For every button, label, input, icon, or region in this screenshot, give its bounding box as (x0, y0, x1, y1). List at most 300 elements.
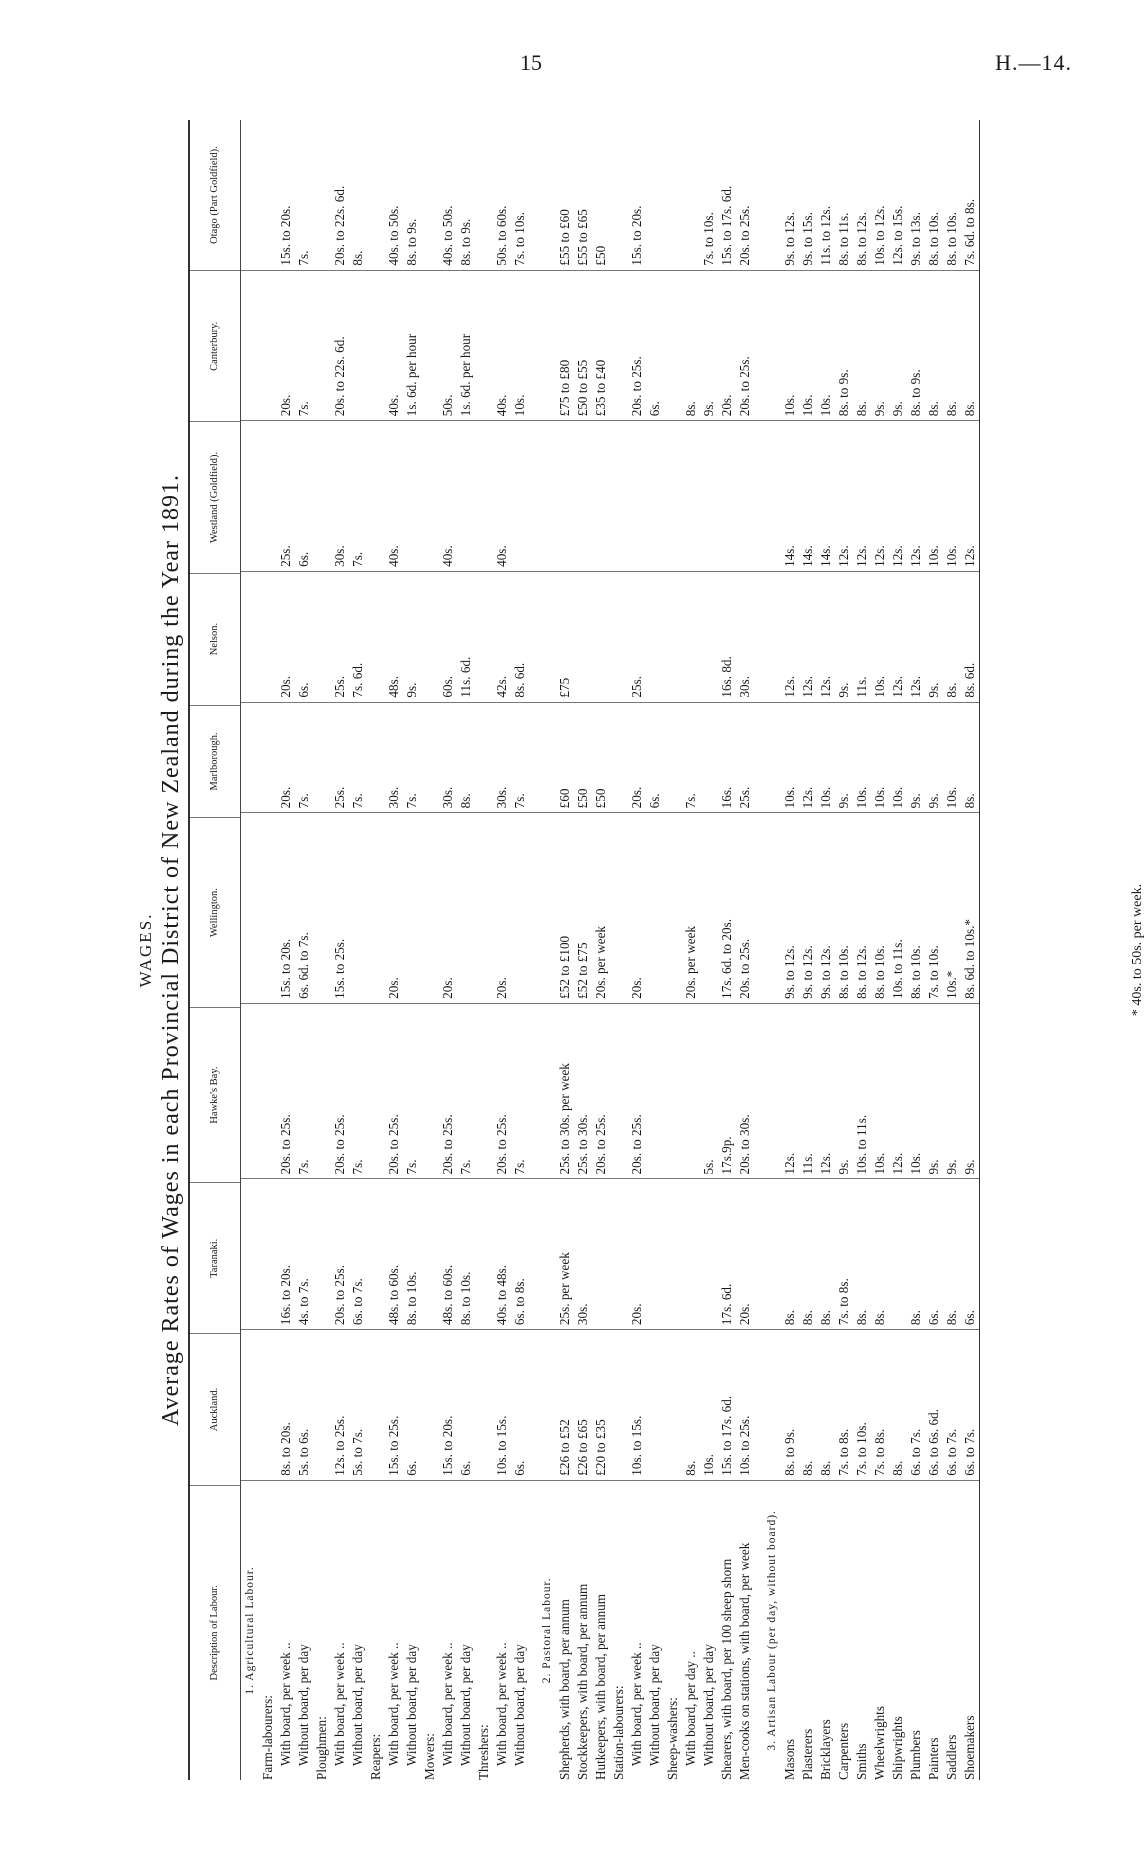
table-cell: 30s. (440, 786, 455, 809)
column-header-otago: Otago (Part Goldfield). (209, 146, 221, 244)
table-cell: 7s. (683, 793, 698, 809)
table-cell (259, 421, 277, 571)
table-cell (259, 703, 277, 813)
table-cell (538, 1179, 556, 1329)
table-cell: 5s. to 6s. (296, 1428, 311, 1476)
table-header (190, 120, 241, 1780)
table-cell (682, 1004, 700, 1179)
table-cell (610, 1330, 628, 1480)
table-cell (538, 120, 556, 270)
table-cell: 10s. (818, 786, 833, 809)
table-cell: 7s. (512, 793, 527, 809)
table-cell: 10s. to 11s. (890, 939, 905, 999)
table-cell: 15s. to 20s. (629, 205, 644, 266)
table-cell (421, 703, 439, 813)
table-cell: 6s. to 6s. 6d. (926, 1409, 941, 1476)
row-label: Bricklayers (818, 1719, 833, 1780)
table-cell (313, 1004, 331, 1179)
table-cell: 6s. (404, 1460, 419, 1476)
table-cell (664, 813, 682, 1003)
table-cell: 20s. (719, 394, 734, 417)
table-cell (646, 120, 664, 270)
table-cell: 8s. (962, 793, 977, 809)
table-cell: 10s. (890, 786, 905, 809)
table-cell: 8s. (458, 793, 473, 809)
column-otago (241, 120, 979, 270)
table-cell: 7s. (350, 1159, 365, 1175)
table-cell: £75 to £80 (557, 359, 572, 417)
table-cell (241, 1179, 259, 1329)
column-header-description: Description of Labour. (190, 1485, 240, 1780)
table-cell (367, 1330, 385, 1480)
table-cell (646, 1179, 664, 1329)
table-cell: 20s. (737, 1303, 752, 1326)
table-cell: £50 (593, 788, 608, 809)
table-cell: 11s. (800, 1153, 815, 1175)
row-label: With board, per week .. (629, 1642, 644, 1766)
wages-table (188, 120, 980, 1780)
table-cell: 20s. to 25s. (629, 1114, 644, 1175)
row-label: Carpenters (836, 1722, 851, 1780)
column-header-auckland: Auckland. (190, 1333, 240, 1484)
section-heading: 2. Pastoral Labour. (541, 1577, 553, 1684)
row-label: Smiths (854, 1743, 869, 1780)
column-header-wellington: Wellington. (190, 817, 240, 1007)
table-cell (700, 421, 718, 571)
table-cell: 12s. (854, 545, 869, 567)
section-heading: 1. Agricultural Labour. (244, 1566, 256, 1695)
table-cell (763, 1330, 781, 1480)
table-cell: 12s. to 25s. (332, 1415, 347, 1476)
table-cell (241, 120, 259, 270)
table-cell: 30s. (494, 786, 509, 809)
table-cell: 9s. to 12s. (800, 945, 815, 999)
row-label: Plumbers (908, 1730, 923, 1780)
table-cell: 12s. (782, 675, 797, 698)
table-cell: 6s. (458, 1460, 473, 1476)
table-cell: 40s. (386, 545, 401, 567)
table-cell: 20s. to 25s. (332, 1114, 347, 1175)
table-cell (259, 271, 277, 421)
table-cell: 7s. (458, 1159, 473, 1175)
table-cell: 16s. (719, 786, 734, 809)
table-cell (628, 421, 646, 571)
table-cell: £26 to £52 (557, 1419, 572, 1476)
table-cell (664, 120, 682, 270)
table-cell: 12s. (836, 545, 851, 567)
table-cell (664, 1330, 682, 1480)
table-cell: £50 (593, 245, 608, 266)
table-cell: 4s. to 7s. (296, 1278, 311, 1326)
table-cell: £35 to £40 (593, 359, 608, 417)
row-label: Threshers: (476, 1724, 491, 1780)
table-cell: 9s. (890, 401, 905, 417)
table-cell: 40s. (440, 545, 455, 567)
table-cell: 25s. (629, 675, 644, 698)
table-cell (457, 813, 475, 1003)
table-cell: 8s. to 10s. (836, 945, 851, 999)
table-cell: 14s. (782, 545, 797, 567)
document-code: H.—14. (995, 50, 1072, 75)
table-cell (718, 421, 736, 571)
table-cell (763, 1004, 781, 1179)
table-cell: 25s. (332, 786, 347, 809)
table-cell (574, 572, 592, 702)
row-label: Without board, per day (512, 1644, 527, 1766)
table-cell: 8s. (800, 1310, 815, 1326)
table-cell (592, 1179, 610, 1329)
section-heading: 3. Artisan Labour (per day, without board). (766, 1510, 778, 1751)
row-label: Plasterers (800, 1728, 815, 1780)
table-cell: 7s. 6d. (350, 662, 365, 698)
table-cell (313, 703, 331, 813)
table-cell: 16s. 8d. (719, 656, 734, 698)
table-cell: £50 (575, 788, 590, 809)
table-cell (241, 813, 259, 1003)
table-cell: 20s. (278, 394, 293, 417)
table-cell: 20s. to 25s. (278, 1114, 293, 1175)
table-cell: 20s. (629, 977, 644, 999)
row-label: Without board, per day (458, 1644, 473, 1766)
table-cell (610, 1004, 628, 1179)
table-cell (421, 1179, 439, 1329)
table-cell: 6s. to 7s. (962, 1428, 977, 1476)
table-cell (259, 572, 277, 702)
table-cell (664, 1004, 682, 1179)
row-label: Without board, per day (296, 1644, 311, 1766)
table-cell (610, 1179, 628, 1329)
table-cell: 8s. 6d. to 10s.* (962, 918, 977, 999)
table-cell: 20s. to 22s. 6d. (332, 336, 347, 417)
table-cell: 6s. (926, 1310, 941, 1326)
table-cell (421, 271, 439, 421)
table-cell: 20s. to 25s. (737, 356, 752, 417)
table-cell: 12s. (908, 675, 923, 698)
table-cell (475, 421, 493, 571)
table-cell: 10s. (944, 786, 959, 809)
table-cell: 42s. (494, 675, 509, 698)
table-cell: 8s. (683, 401, 698, 417)
table-cell (367, 1004, 385, 1179)
table-cell (682, 421, 700, 571)
table-cell: 20s. to 25s. (737, 938, 752, 999)
table-cell: 8s. (962, 401, 977, 417)
table-cell (421, 1004, 439, 1179)
table-cell: 8s. to 10s. (872, 945, 887, 999)
table-cell (646, 421, 664, 571)
table-cell: 8s. (854, 1310, 869, 1326)
table-cell (610, 572, 628, 702)
table-cell: 8s. (944, 682, 959, 698)
table-cell: 12s. (872, 545, 887, 567)
table-cell: 12s. (782, 1152, 797, 1175)
table-cell (700, 703, 718, 813)
table-cell: 50s. to 60s. (494, 205, 509, 266)
table-cell: 7s. to 8s. (872, 1428, 887, 1476)
column-auckland (241, 1329, 979, 1480)
row-label: Without board, per day (350, 1644, 365, 1766)
table-cell: 9s. (836, 1159, 851, 1175)
table-cell (475, 1004, 493, 1179)
table-cell (592, 572, 610, 702)
table-cell (610, 703, 628, 813)
table-cell: 20s. to 25s. (737, 205, 752, 266)
table-cell: 12s. (800, 786, 815, 809)
table-cell: 8s. to 10s. (926, 212, 941, 266)
table-cell: 11s. (854, 676, 869, 698)
row-label: With board, per week .. (332, 1642, 347, 1766)
table-cell: 15s. to 25s. (332, 938, 347, 999)
column-canterbury (241, 270, 979, 421)
column-header-marlborough: Marlborough. (190, 705, 240, 818)
section-title: WAGES. (136, 912, 155, 988)
table-cell (610, 120, 628, 270)
table-cell: 7s. to 10s. (512, 212, 527, 266)
table-cell: 10s.* (944, 970, 959, 999)
table-cell: 60s. (440, 675, 455, 698)
row-label: Wheelwrights (872, 1706, 887, 1780)
row-label: Stockkeepers, with board, per annum (575, 1583, 590, 1780)
table-cell: 6s. to 8s. (512, 1278, 527, 1326)
table-cell: 20s. (629, 786, 644, 809)
table-cell (475, 120, 493, 270)
table-cell (349, 813, 367, 1003)
table-cell: 8s. to 10s. (944, 212, 959, 266)
column-nelson (241, 571, 979, 702)
table-cell: 10s. (701, 1454, 716, 1476)
column-header-taranaki: Taranaki. (190, 1182, 240, 1333)
table-cell (646, 813, 664, 1003)
table-cell: 15s. to 25s. (386, 1415, 401, 1476)
table-cell: 7s. (296, 250, 311, 266)
table-cell: 5s. (701, 1159, 716, 1175)
table-cell: 10s. (872, 1152, 887, 1175)
table-cell: 7s. (296, 793, 311, 809)
table-cell: 1s. 6d. per hour (458, 333, 473, 417)
table-cell: 6s. to 7s. (944, 1428, 959, 1476)
row-label: With board, per week .. (440, 1642, 455, 1766)
table-cell (763, 421, 781, 571)
table-cell: £55 to £60 (557, 209, 572, 266)
table-cell (538, 703, 556, 813)
table-cell: 8s. (683, 1460, 698, 1476)
table-cell: 10s. (854, 786, 869, 809)
table-cell (592, 421, 610, 571)
column-marlborough (241, 702, 979, 813)
table-cell (259, 813, 277, 1003)
table-cell: 25s. (737, 786, 752, 809)
table-cell: 6s. (296, 682, 311, 698)
table-cell: 17s.9p. (719, 1136, 734, 1175)
table-cell: 15s. to 17s. 6d. (719, 1395, 734, 1476)
table-cell (736, 421, 754, 571)
table-cell: 12s. (890, 545, 905, 567)
table-cell: 9s. (926, 682, 941, 698)
table-cell: 6s. (647, 401, 662, 417)
table-cell (367, 572, 385, 702)
table-cell: 20s. to 22s. 6d. (332, 185, 347, 266)
table-cell: 10s. (944, 545, 959, 567)
table-cell: 8s. (854, 401, 869, 417)
table-cell: 12s. (818, 1152, 833, 1175)
table-cell: 6s. (962, 1310, 977, 1326)
table-cell: 9s. to 12s. (782, 945, 797, 999)
table-cell (610, 813, 628, 1003)
row-label: Shepherds, with board, per annum (557, 1599, 572, 1780)
table-cell (367, 421, 385, 571)
table-cell (259, 1330, 277, 1480)
table-cell: 20s. to 25s. (386, 1114, 401, 1175)
table-cell: 8s. to 9s. (836, 369, 851, 417)
table-cell: 15s. to 20s. (278, 205, 293, 266)
table-cell (475, 1179, 493, 1329)
table-cell: 12s. (890, 1152, 905, 1175)
table-cell: £55 to £65 (575, 209, 590, 266)
table-cell (349, 271, 367, 421)
table-cell (700, 1179, 718, 1329)
table-cell: 8s. 6d. (512, 662, 527, 698)
column-wellington (241, 812, 979, 1003)
table-cell: 17s. 6d. to 20s. (719, 918, 734, 999)
table-cell: 50s. (440, 394, 455, 417)
table-cell: 9s. to 12s. (782, 212, 797, 266)
table-cell: 8s. to 9s. (908, 369, 923, 417)
table-cell: 10s. (926, 545, 941, 567)
table-cell: 10s. (512, 394, 527, 417)
table-cell (664, 1179, 682, 1329)
table-cell (574, 421, 592, 571)
table-cell: 20s. to 25s. (593, 1114, 608, 1175)
table-cell (457, 421, 475, 571)
table-cell (664, 703, 682, 813)
table-cell: 9s. (908, 793, 923, 809)
table-cell: 16s. to 20s. (278, 1264, 293, 1326)
table-cell: 8s. (782, 1310, 797, 1326)
table-cell (313, 1330, 331, 1480)
table-cell (538, 813, 556, 1003)
table-cell (421, 421, 439, 571)
table-cell: 10s. (872, 675, 887, 698)
table-cell: 20s. to 25s. (440, 1114, 455, 1175)
table-cell (367, 1179, 385, 1329)
table-cell (538, 421, 556, 571)
table-cell (241, 421, 259, 571)
rotated-table-region (130, 120, 1145, 1780)
column-westland (241, 420, 979, 571)
table-cell: 7s. to 10s. (926, 945, 941, 999)
table-cell: 7s. (350, 551, 365, 567)
table-cell: 8s. (818, 1310, 833, 1326)
table-cell: 8s. (818, 1460, 833, 1476)
table-cell: 25s. (332, 675, 347, 698)
table-cell: 9s. (404, 682, 419, 698)
row-label: With board, per day .. (683, 1651, 698, 1766)
column-header-nelson: Nelson. (190, 573, 240, 705)
table-cell (259, 1004, 277, 1179)
table-cell: 25s. to 30s. (575, 1114, 590, 1175)
table-cell (763, 813, 781, 1003)
row-label: Shearers, with board, per 100 sheep shorn (719, 1558, 734, 1780)
table-cell (556, 421, 574, 571)
footnote: * 40s. to 50s. per week. (1130, 883, 1145, 1017)
table-cell: 48s. to 60s. (440, 1264, 455, 1326)
table-cell: 6s. to 7s. (908, 1428, 923, 1476)
table-cell: 48s. (386, 675, 401, 698)
row-label: Men-cooks on stations, with board, per week (737, 1542, 752, 1780)
row-label: Mowers: (422, 1733, 437, 1780)
table-cell (241, 1004, 259, 1179)
table-cell (646, 1330, 664, 1480)
table-cell: £50 to £55 (575, 359, 590, 417)
table-cell (475, 703, 493, 813)
table-cell: 15s. to 20s. (278, 938, 293, 999)
table-cell (313, 1179, 331, 1329)
table-cell: 7s. (404, 1159, 419, 1175)
row-label: Sheep-washers: (665, 1697, 680, 1780)
table-cell: 8s. (872, 1310, 887, 1326)
row-label: Station-labourers: (611, 1685, 626, 1780)
table-cell: 9s. (836, 793, 851, 809)
table-cell: 20s. (278, 675, 293, 698)
table-cell (511, 421, 529, 571)
page-number: 15 (520, 50, 542, 75)
table-cell: 6s. (296, 551, 311, 567)
column-header-westland: Westland (Goldfield). (190, 421, 240, 572)
table-cell: 12s. to 15s. (890, 205, 905, 266)
table-cell: 20s. per week (683, 925, 698, 999)
column-description (241, 1480, 979, 1780)
table-cell: 10s. (782, 394, 797, 417)
column-hawkes-bay (241, 1003, 979, 1179)
table-cell: £75 (557, 677, 572, 698)
table-cell: 8s. (890, 1460, 905, 1476)
table-cell: 8s. to 10s. (908, 945, 923, 999)
table-cell (763, 703, 781, 813)
table-cell (475, 572, 493, 702)
row-label: Without board, per day (701, 1644, 716, 1766)
table-cell: 5s. to 7s. (350, 1428, 365, 1476)
table-cell: 40s. to 50s. (386, 205, 401, 266)
table-cell: 20s. (494, 977, 509, 999)
table-cell: 17s. 6d. (719, 1283, 734, 1326)
table-cell (763, 572, 781, 702)
table-cell: 8s. to 12s. (854, 945, 869, 999)
table-cell (763, 120, 781, 270)
table-cell: 8s. to 10s. (404, 1271, 419, 1326)
table-cell: 30s. (332, 545, 347, 567)
table-cell: 11s. 6d. (458, 656, 473, 698)
table-cell: 8s. 6d. (962, 662, 977, 698)
table-cell (313, 572, 331, 702)
table-cell: 15s. to 20s. (440, 1415, 455, 1476)
table-cell: 8s. (926, 401, 941, 417)
table-cell (475, 1330, 493, 1480)
table-cell: 7s. (296, 401, 311, 417)
table-cell: 6s. (512, 1460, 527, 1476)
table-cell: 8s. to 12s. (854, 212, 869, 266)
table-cell: 10s. to 25s. (737, 1415, 752, 1476)
table-cell (538, 1330, 556, 1480)
row-label: With board, per week .. (278, 1642, 293, 1766)
row-label: Masons (782, 1738, 797, 1780)
table-cell: 7s. (350, 793, 365, 809)
table-cell (421, 813, 439, 1003)
row-label: Reapers: (368, 1733, 383, 1780)
table-cell: 15s. to 17s. 6d. (719, 185, 734, 266)
table-cell: 7s. (404, 793, 419, 809)
table-cell: 10s. to 11s. (854, 1114, 869, 1175)
table-cell (421, 120, 439, 270)
